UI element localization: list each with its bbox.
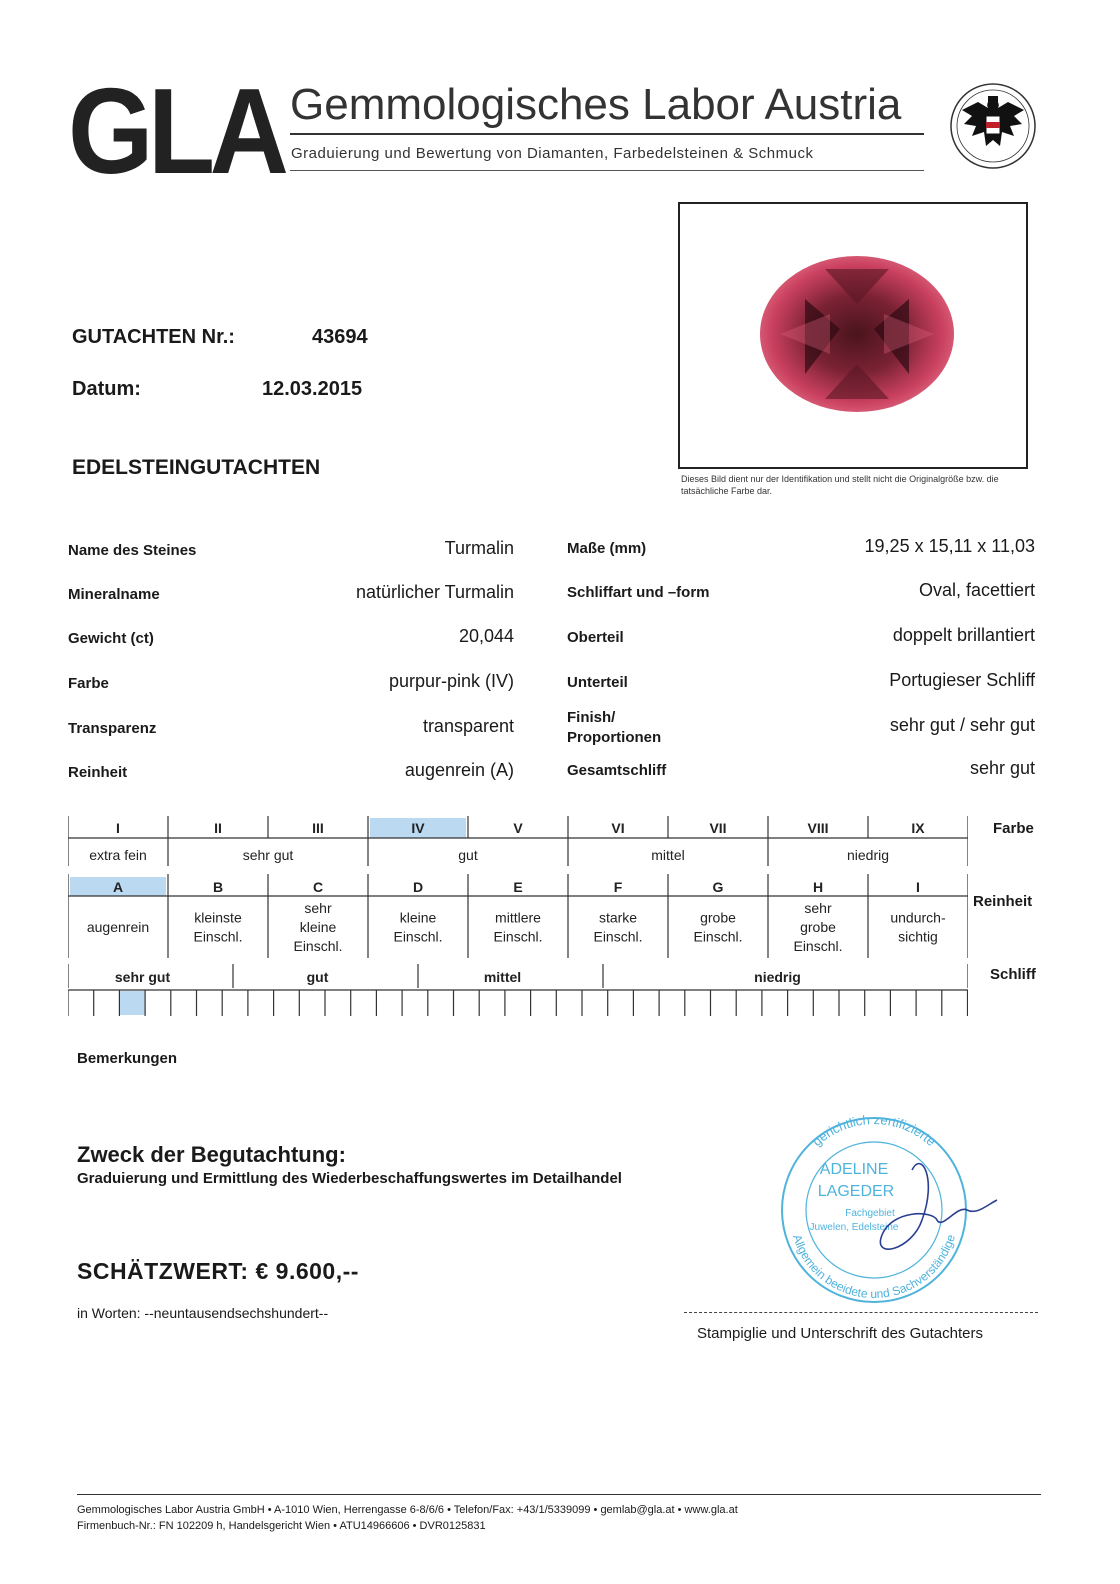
clarity-grade-5: E — [513, 879, 523, 895]
austrian-eagle-crest-icon — [948, 80, 1038, 172]
certification-stamp — [762, 1110, 1002, 1306]
clarity-grade-8: H — [812, 879, 824, 895]
grading-scale-grid — [68, 816, 968, 1016]
header-rule — [290, 133, 924, 135]
photo-caption: Dieses Bild dient nur der Identifikation und stellt nicht die Originalgröße bzw. die tatsächliche Farbe dar. — [681, 474, 999, 496]
field-label: Farbe — [68, 675, 109, 692]
field-value: doppelt brillantiert — [892, 625, 1035, 645]
clarity-desc-5: mittlere Einschl. — [493, 909, 543, 945]
lab-subtitle: Graduierung und Bewertung von Diamanten, Farbedelsteinen & Schmuck — [291, 145, 814, 162]
color-group-3: gut — [458, 847, 478, 863]
field-label: Maße (mm) — [567, 540, 647, 557]
clarity-desc-2: kleinste Einschl. — [193, 909, 243, 945]
clarity-desc-1: augenrein — [86, 919, 150, 935]
stamp-inner-1: Fachgebiet — [845, 1208, 895, 1219]
field-value: 20,044 — [458, 626, 514, 646]
color-grade-1: I — [116, 820, 120, 836]
clarity-grade-4: D — [412, 879, 424, 895]
report-date-label: Datum: — [72, 378, 141, 400]
clarity-desc-4: kleine Einschl. — [393, 909, 443, 945]
color-grade-4: IV — [411, 820, 425, 836]
field-value: augenrein (A) — [404, 760, 514, 780]
color-group-4: mittel — [651, 847, 685, 863]
gla-logo: GLA — [68, 63, 284, 199]
report-number: 43694 — [312, 326, 368, 348]
gem-photo-frame — [678, 202, 1028, 469]
color-row-label: Farbe — [993, 820, 1034, 837]
signature-line — [684, 1312, 1038, 1313]
clarity-desc-7: grobe Einschl. — [693, 909, 743, 945]
field-value: Portugieser Schliff — [889, 670, 1035, 690]
field-label: Mineralname — [68, 586, 160, 603]
svg-text:Allgemein beeidete und Sachver — [790, 1233, 958, 1301]
clarity-desc-8: sehr grobe Einschl. — [793, 900, 843, 954]
field-value: sehr gut — [969, 758, 1035, 778]
field-label: Transparenz — [68, 720, 157, 737]
cut-row-label: Schliff — [990, 966, 1036, 983]
color-grade-5: V — [513, 820, 523, 836]
footer-address: Gemmologisches Labor Austria GmbH • A-1010 Wien, Herrengasse 6-8/6/6 • Telefon/Fax: +43/1/5339099 • gemlab@gla.at • www.gla.at — [77, 1504, 738, 1516]
field-value: purpur-pink (IV) — [388, 671, 514, 691]
valuation-in-words: in Worten: --neuntausendsechshundert-- — [77, 1305, 329, 1321]
field-value: Oval, facettiert — [918, 580, 1035, 600]
gem-image — [680, 204, 1026, 467]
field-label: Name des Steines — [68, 542, 197, 559]
signature-caption: Stampiglie und Unterschrift des Gutachters — [697, 1325, 983, 1342]
field-label: Reinheit — [68, 764, 128, 781]
color-grade-9: IX — [911, 820, 925, 836]
stamp-ring-bottom: Allgemein beeidete und Sachverständige — [790, 1232, 958, 1302]
field-value: sehr gut / sehr gut — [889, 715, 1035, 735]
field-value: natürlicher Turmalin — [355, 582, 514, 602]
field-label: Schliffart und –form — [567, 584, 710, 601]
report-type: EDELSTEINGUTACHTEN — [72, 456, 321, 479]
color-grade-7: VII — [709, 820, 727, 836]
lab-name: Gemmologisches Labor Austria — [290, 80, 902, 129]
color-grade-8: VIII — [807, 820, 829, 836]
field-label: Oberteil — [567, 629, 624, 646]
clarity-grade-7: G — [712, 879, 724, 895]
clarity-grade-6: F — [613, 879, 623, 895]
stamp-name-1: ADELINE — [819, 1161, 889, 1178]
header-rule-lower — [290, 170, 924, 171]
color-grade-6: VI — [611, 820, 625, 836]
color-grade-2: II — [214, 820, 222, 836]
report-date: 12.03.2015 — [262, 378, 363, 400]
cut-group-1: sehr gut — [114, 969, 171, 985]
signature-stroke — [880, 1164, 997, 1250]
color-grade-3: III — [312, 820, 324, 836]
purpose-text: Graduierung und Ermittlung des Wiederbeschaffungswertes im Detailhandel — [77, 1170, 622, 1187]
clarity-row-label: Reinheit — [973, 893, 1033, 910]
footer-rule — [77, 1494, 1041, 1495]
stamp-inner-2: Juwelen, Edelsteine — [809, 1222, 899, 1233]
clarity-desc-6: starke Einschl. — [593, 909, 643, 945]
svg-text:gerichtlich zertifizierte — [809, 1112, 938, 1149]
purpose-heading: Zweck der Begutachtung: — [77, 1142, 346, 1167]
clarity-grade-2: B — [212, 879, 224, 895]
cut-group-2: gut — [306, 969, 329, 985]
clarity-grade-9: I — [916, 879, 920, 895]
color-group-1: extra fein — [89, 847, 147, 863]
remarks-label: Bemerkungen — [77, 1050, 178, 1067]
field-label: Gewicht (ct) — [68, 630, 154, 647]
clarity-desc-9: undurch-sichtig — [890, 909, 946, 945]
cut-group-4: niedrig — [754, 969, 801, 985]
valuation-amount: SCHÄTZWERT: € 9.600,-- — [77, 1258, 359, 1284]
field-value: transparent — [422, 716, 514, 736]
color-group-5: niedrig — [846, 847, 890, 863]
field-value: 19,25 x 15,11 x 11,03 — [864, 536, 1035, 556]
field-label: Finish/ Proportionen — [567, 709, 662, 746]
field-label: Gesamtschliff — [567, 762, 667, 779]
report-number-label: GUTACHTEN Nr.: — [72, 326, 235, 348]
field-value: Turmalin — [444, 538, 514, 558]
stamp-name-2: LAGEDER — [817, 1183, 895, 1200]
color-group-2: sehr gut — [242, 847, 294, 863]
clarity-grade-3: C — [312, 879, 324, 895]
cut-tick-highlight — [119, 991, 145, 1015]
clarity-grade-1: A — [112, 879, 124, 895]
clarity-desc-3: sehr kleine Einschl. — [293, 900, 343, 954]
field-label: Unterteil — [567, 674, 628, 691]
stamp-ring-top: gerichtlich zertifizierte — [809, 1111, 939, 1150]
footer-registry: Firmenbuch-Nr.: FN 102209 h, Handelsgericht Wien • ATU14966606 • DVR0125831 — [77, 1520, 486, 1532]
cut-group-3: mittel — [483, 969, 522, 985]
